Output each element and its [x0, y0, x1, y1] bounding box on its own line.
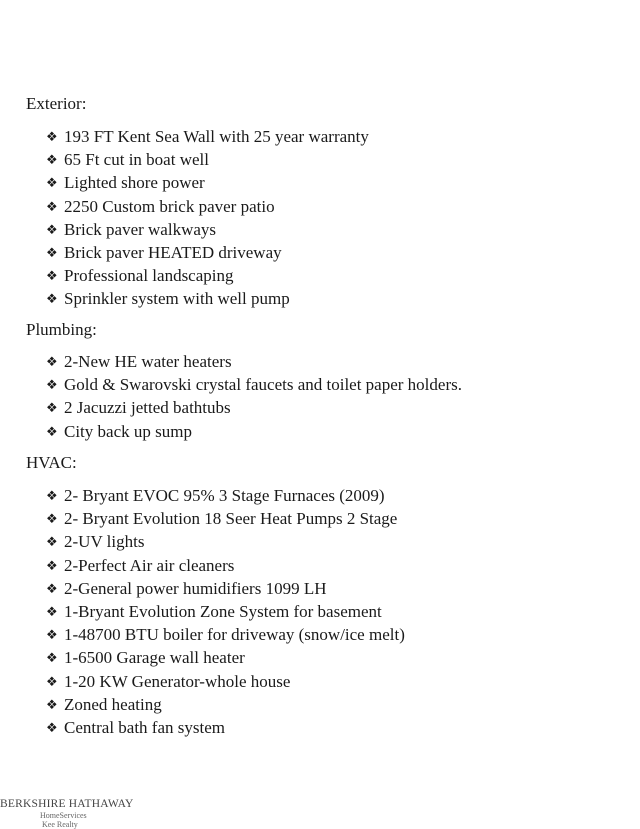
diamond-bullet-icon: ❖ [46, 627, 58, 643]
hvac-list [46, 484, 405, 739]
section-heading-hvac: HVAC: [26, 453, 77, 472]
diamond-bullet-icon: ❖ [46, 244, 58, 260]
diamond-bullet-icon: ❖ [46, 696, 58, 712]
diamond-bullet-icon: ❖ [46, 198, 58, 214]
diamond-bullet-icon: ❖ [46, 377, 58, 393]
list-item: ❖ Brick paver walkways [46, 219, 217, 239]
diamond-bullet-icon: ❖ [46, 557, 58, 573]
plumbing-list [46, 350, 462, 443]
diamond-bullet-icon: ❖ [46, 291, 58, 307]
list-item: ❖ City back up sump [46, 421, 192, 441]
list-item: ❖ 2-Perfect Air air cleaners [46, 555, 235, 575]
list-item: ❖ 2- Bryant Evolution 18 Seer Heat Pumps 2 Stage [46, 509, 398, 529]
list-item: ❖ 193 FT Kent Sea Wall with 25 year warranty [46, 127, 369, 146]
diamond-bullet-icon: ❖ [46, 175, 58, 191]
exterior-list [46, 125, 369, 311]
list-item: ❖ Gold & Swarovski crystal faucets and toilet paper holders. [46, 375, 462, 395]
berkshire-hathaway-logo [0, 798, 140, 829]
list-item: ❖ 2 Jacuzzi jetted bathtubs [46, 398, 231, 418]
list-item: ❖ Central bath fan system [46, 717, 225, 737]
list-item: ❖ 65 Ft cut in boat well [46, 150, 209, 170]
diamond-bullet-icon: ❖ [46, 580, 58, 596]
section-heading-exterior: Exterior: [26, 94, 87, 113]
list-item: ❖ 1-48700 BTU boiler for driveway (snow/ice melt) [46, 625, 405, 645]
diamond-bullet-icon: ❖ [46, 354, 58, 369]
list-item: ❖ 2250 Custom brick paver patio [46, 196, 275, 216]
list-item: ❖ 1-Bryant Evolution Zone System for basement [46, 601, 382, 621]
logo-line-brand: BERKSHIRE HATHAWAY [0, 798, 134, 810]
list-item: ❖ 2- Bryant EVOC 95% 3 Stage Furnaces (2009) [46, 486, 385, 505]
diamond-bullet-icon: ❖ [46, 488, 58, 503]
diamond-bullet-icon: ❖ [46, 719, 58, 735]
diamond-bullet-icon: ❖ [46, 423, 58, 439]
list-item: ❖ 2-New HE water heaters [46, 352, 232, 371]
diamond-bullet-icon: ❖ [46, 152, 58, 168]
logo-line-office: Kee Realty [42, 820, 78, 829]
list-item: ❖ Professional landscaping [46, 266, 234, 286]
list-item: ❖ 2-General power humidifiers 1099 LH [46, 578, 327, 598]
diamond-bullet-icon: ❖ [46, 534, 58, 550]
logo-line-homeservices: HomeServices [40, 811, 87, 820]
list-item: ❖ Sprinkler system with well pump [46, 289, 290, 309]
list-item: ❖ Zoned heating [46, 694, 162, 714]
diamond-bullet-icon: ❖ [46, 268, 58, 284]
diamond-bullet-icon: ❖ [46, 400, 58, 416]
list-item: ❖ Brick paver HEATED driveway [46, 242, 282, 262]
section-heading-plumbing: Plumbing: [26, 320, 97, 339]
diamond-bullet-icon: ❖ [46, 603, 58, 619]
diamond-bullet-icon: ❖ [46, 511, 58, 527]
diamond-bullet-icon: ❖ [46, 650, 58, 666]
list-item: ❖ 2-UV lights [46, 532, 145, 552]
diamond-bullet-icon: ❖ [46, 221, 58, 237]
list-item: ❖ 1-6500 Garage wall heater [46, 648, 245, 668]
list-item: ❖ 1-20 KW Generator-whole house [46, 671, 291, 691]
list-item: ❖ Lighted shore power [46, 173, 205, 193]
diamond-bullet-icon: ❖ [46, 673, 58, 689]
diamond-bullet-icon: ❖ [46, 129, 58, 144]
